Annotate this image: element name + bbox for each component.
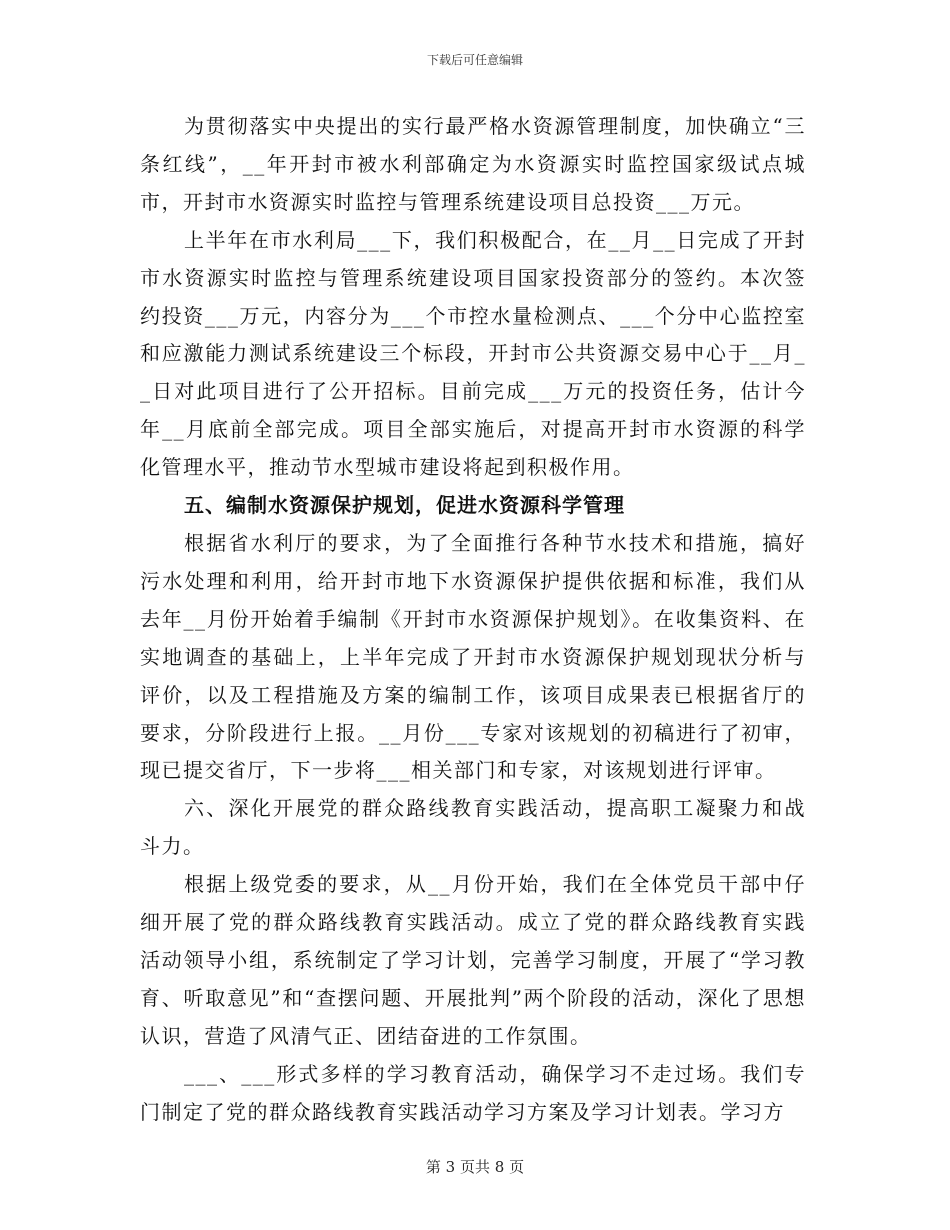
- page-header: 下载后可任意编辑: [426, 53, 523, 67]
- paragraph-learning-activities: ___、___形式多样的学习教育活动，确保学习不走过场。我们专门制定了党的群众路线教育实践活动学习方案及学习计划表。学习方: [140, 1061, 806, 1124]
- section-heading-five: 五、编制水资源保护规划，促进水资源科学管理: [184, 493, 625, 518]
- paragraph-protection-plan: 根据省水利厅的要求，为了全面推行各种节水技术和措施，搞好污水处理和利用，给开封市地下水资源保护提供依据和标准，我们从去年__月份开始着手编制《开封市水资源保护规划》。在收集资料、在实地调查的基础上，上半年完成了开封市水资源保护规划现状分析与评价，以及工程措施及方案的编制工作，该项目成果表已根据省厅的要求，分阶段进行上报。__月份___专家对该规划的初稿进行了初审，现已提交省厅，下一步将___相关部门和专家，对该规划进行评审。: [140, 530, 806, 783]
- section-heading-six: 六、深化开展党的群众路线教育实践活动，提高职工凝聚力和战斗力。: [140, 796, 806, 859]
- document-body: [140, 108, 806, 1131]
- paragraph-water-control-pilot: 为贯彻落实中央提出的实行最严格水资源管理制度，加快确立“三条红线”，__年开封市被水利部确定为水资源实时监控国家级试点城市，开封市水资源实时监控与管理系统建设项目总投资___万元。: [140, 114, 806, 214]
- page-footer: 第 3 页共 8 页: [425, 1158, 525, 1176]
- paragraph-project-signing: 上半年在市水利局___下，我们积极配合，在__月__日完成了开封市水资源实时监控与管理系统建设项目国家投资部分的签约。本次签约投资___万元，内容分为___个市控水量检测点、___个分中心监控室和应激能力测试系统建设三个标段，开封市公共资源交易中心于__月__日对此项目进行了公开招标。目前完成___万元的投资任务，估计今年__月底前全部完成。项目全部实施后，对提高开封市水资源的科学化管理水平，推动节水型城市建设将起到积极作用。: [140, 227, 806, 480]
- paragraph-party-education: 根据上级党委的要求，从__月份开始，我们在全体党员干部中仔细开展了党的群众路线教育实践活动。成立了党的群众路线教育实践活动领导小组，系统制定了学习计划，完善学习制度，开展了“学习教育、听取意见”和“查摆问题、开展批判”两个阶段的活动，深化了思想认识，营造了风清气正、团结奋进的工作氛围。: [140, 872, 806, 1048]
